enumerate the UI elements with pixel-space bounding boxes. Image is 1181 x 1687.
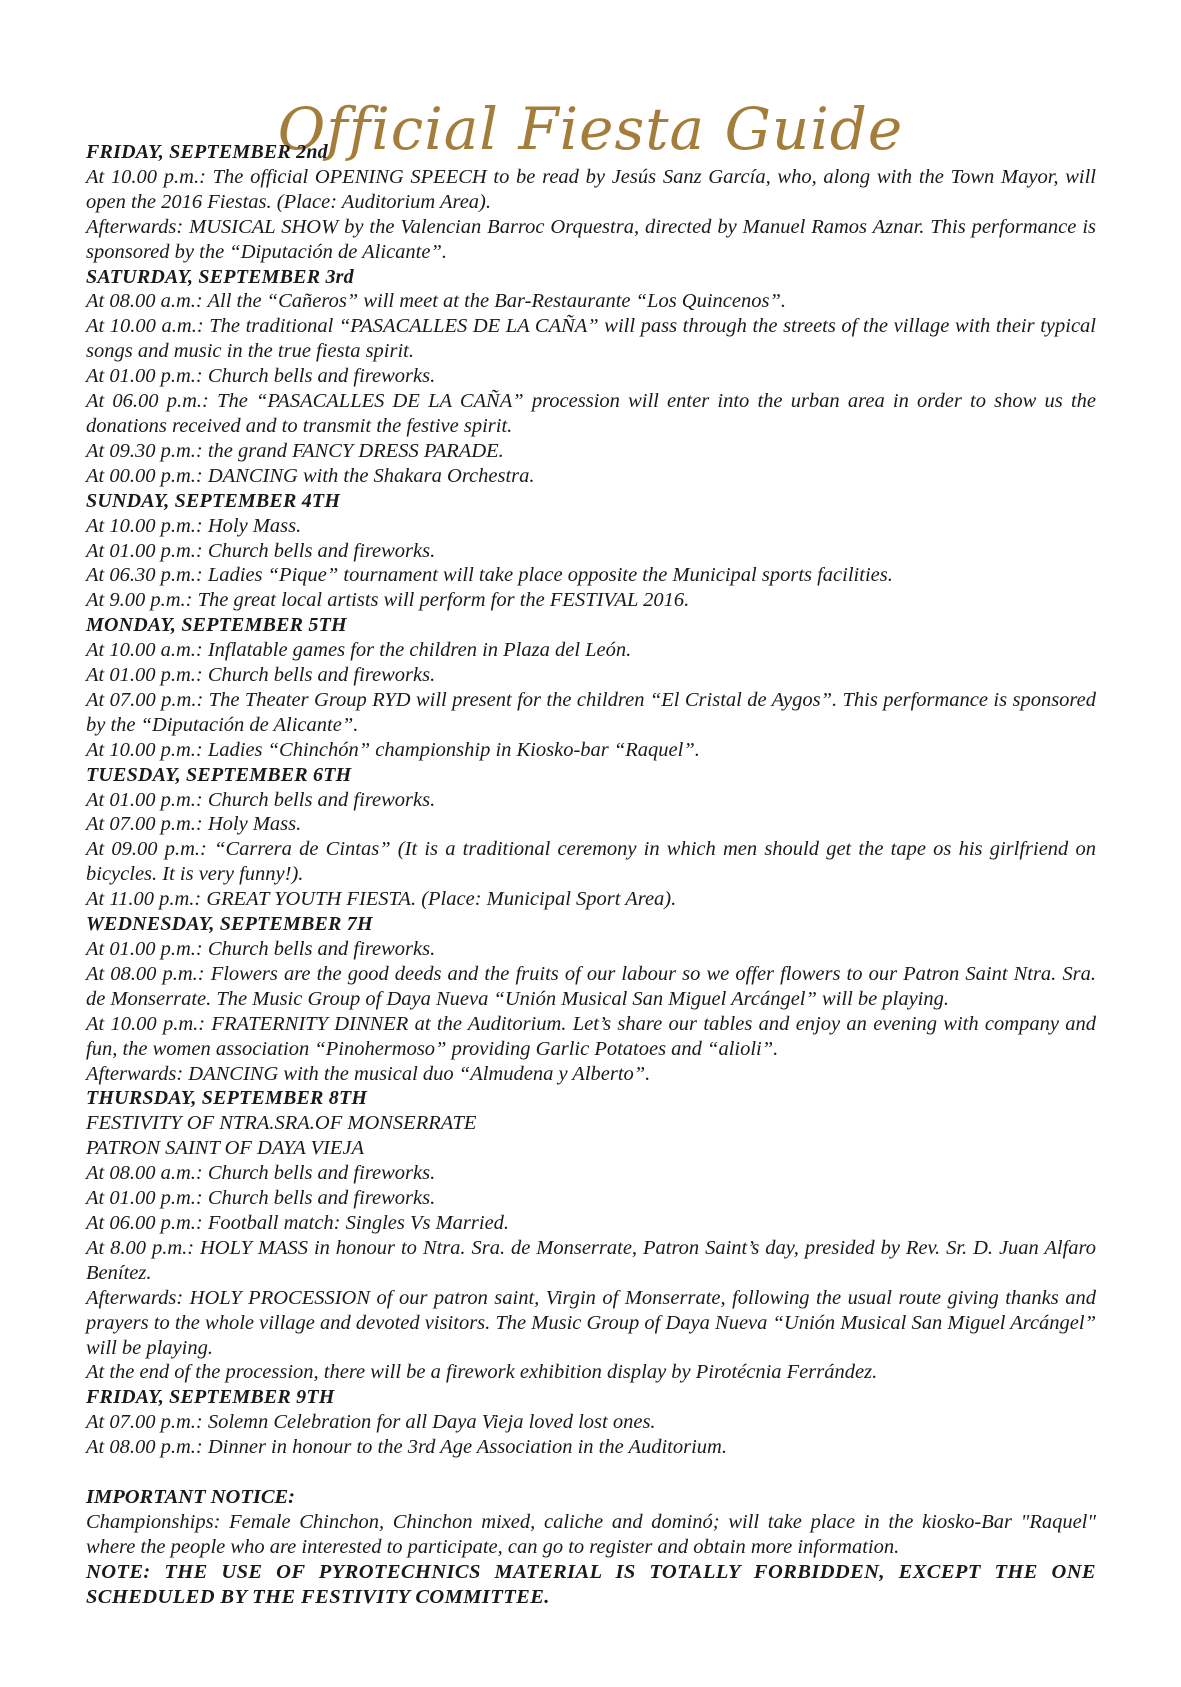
day-heading: WEDNESDAY, SEPTEMBER 7H (86, 913, 373, 936)
schedule-entry: At 11.00 p.m.: GREAT YOUTH FIESTA. (Place: Municipal Sport Area). (86, 888, 677, 911)
schedule-entry: At 10.00 a.m.: The traditional “PASACALLES DE LA CAÑA” will pass through the streets of the village with their typical songs and music in the true fiesta spirit. (86, 315, 1096, 363)
notice-heading: IMPORTANT NOTICE: (86, 1485, 296, 1508)
day-section (86, 613, 1096, 762)
schedule-entry: At 08.00 p.m.: Dinner in honour to the 3rd Age Association in the Auditorium. (86, 1436, 727, 1459)
schedule-entry: At 10.00 p.m.: The official OPENING SPEECH to be read by Jesús Sanz García, who, along with the Town Mayor, will open the 2016 Fiestas. (Place: Auditorium Area). (86, 165, 1096, 213)
page-title: Official Fiesta Guide (277, 94, 904, 163)
important-notice (86, 1485, 1096, 1610)
schedule-entry: At 07.00 p.m.: The Theater Group RYD will present for the children “El Cristal de Aygos”. This performance is sponsored by the “Diputación de Alicante”. (86, 688, 1096, 736)
schedule-entry: At 08.00 a.m.: All the “Cañeros” will meet at the Bar-Restaurante “Los Quincenos”. (86, 290, 786, 313)
schedule-entry: At 01.00 p.m.: Church bells and fireworks. (86, 788, 436, 811)
schedule-entry: At 07.00 p.m.: Holy Mass. (86, 813, 302, 836)
schedule-entry: At 01.00 p.m.: Church bells and fireworks. (86, 539, 436, 562)
day-section (86, 140, 1096, 265)
day-heading: TUESDAY, SEPTEMBER 6TH (86, 763, 352, 786)
schedule-entry: At 06.30 p.m.: Ladies “Pique” tournament will take place opposite the Municipal sports facilities. (86, 564, 893, 587)
schedule-entry: Afterwards: MUSICAL SHOW by the Valencian Barroc Orquestra, directed by Manuel Ramos Aznar. This performance is sponsored by the “Diputación de Alicante”. (86, 215, 1096, 263)
schedule-entry: At 10.00 p.m.: Holy Mass. (86, 514, 302, 537)
schedule-entry: At 06.00 p.m.: Football match: Singles Vs Married. (86, 1211, 510, 1234)
fiesta-schedule (86, 140, 1096, 1609)
schedule-entry: PATRON SAINT OF DAYA VIEJA (86, 1137, 364, 1160)
day-section (86, 763, 1096, 912)
schedule-entry: Afterwards: DANCING with the musical duo “Almudena y Alberto”. (86, 1062, 651, 1085)
schedule-entry: At 09.00 p.m.: “Carrera de Cintas” (It is a traditional ceremony in which men should get the tape os his girlfriend on bicycles. It is very funny!). (86, 838, 1096, 886)
schedule-entry: At 9.00 p.m.: The great local artists will perform for the FESTIVAL 2016. (86, 589, 690, 612)
notice-warning: NOTE: THE USE OF PYROTECHNICS MATERIAL IS TOTALLY FORBIDDEN, EXCEPT THE ONE SCHEDULED BY THE FESTIVITY COMMITTEE. (86, 1560, 1096, 1608)
schedule-entry: At 8.00 p.m.: HOLY MASS in honour to Ntra. Sra. de Monserrate, Patron Saint’s day, presided by Rev. Sr. D. Juan Alfaro Benítez. (86, 1236, 1096, 1284)
schedule-entry: At 00.00 p.m.: DANCING with the Shakara Orchestra. (86, 464, 535, 487)
day-section (86, 1385, 1096, 1460)
schedule-entry: At 10.00 p.m.: Ladies “Chinchón” championship in Kiosko-bar “Raquel”. (86, 738, 700, 761)
day-heading: SUNDAY, SEPTEMBER 4TH (86, 489, 341, 512)
day-section (86, 912, 1096, 1086)
day-list (86, 140, 1096, 1460)
schedule-entry: At 06.00 p.m.: The “PASACALLES DE LA CAÑA” procession will enter into the urban area in order to show us the donations received and to transmit the festive spirit. (86, 390, 1096, 437)
schedule-entry: At 10.00 a.m.: Inflatable games for the children in Plaza del León. (86, 639, 632, 662)
schedule-entry: At the end of the procession, there will be a firework exhibition display by Pirotécnia Ferrández. (86, 1361, 878, 1384)
day-section (86, 1086, 1096, 1385)
schedule-entry: At 01.00 p.m.: Church bells and fireworks. (86, 938, 436, 960)
day-heading: SATURDAY, SEPTEMBER 3rd (86, 265, 354, 288)
schedule-entry: FESTIVITY OF NTRA.SRA.OF MONSERRATE (86, 1112, 477, 1135)
day-heading: FRIDAY, SEPTEMBER 9TH (86, 1386, 335, 1409)
day-section (86, 265, 1096, 489)
notice-text: Championships: Female Chinchon, Chinchon mixed, caliche and dominó; will take place in the kiosko-Bar "Raquel" where the people who are interested to participate, can go to register and obtain more information. (86, 1510, 1096, 1558)
schedule-entry: At 01.00 p.m.: Church bells and fireworks. (86, 365, 436, 388)
day-heading: FRIDAY, SEPTEMBER 2nd (86, 141, 328, 163)
day-section (86, 489, 1096, 614)
schedule-entry: At 01.00 p.m.: Church bells and fireworks. (86, 1187, 436, 1210)
schedule-entry: At 08.00 p.m.: Flowers are the good deeds and the fruits of our labour so we offer flowers to our Patron Saint Ntra. Sra. de Monserrate. The Music Group of Daya Nueva “Unión Musical San Miguel Arcángel” will be playing. (86, 962, 1096, 1010)
day-heading: THURSDAY, SEPTEMBER 8TH (86, 1087, 368, 1110)
schedule-entry: Afterwards: HOLY PROCESSION of our patron saint, Virgin of Monserrate, following the usual route giving thanks and prayers to the whole village and devoted visitors. The Music Group of Daya Nueva “Unión Musical San Miguel Arcángel” will be playing. (86, 1286, 1096, 1359)
schedule-entry: At 09.30 p.m.: the grand FANCY DRESS PARADE. (86, 439, 504, 462)
schedule-entry: At 07.00 p.m.: Solemn Celebration for all Daya Vieja loved lost ones. (86, 1411, 656, 1434)
schedule-entry: At 08.00 a.m.: Church bells and fireworks. (86, 1162, 436, 1185)
day-heading: MONDAY, SEPTEMBER 5TH (86, 614, 347, 637)
schedule-entry: At 10.00 p.m.: FRATERNITY DINNER at the Auditorium. Let’s share our tables and enjoy an evening with company and fun, the women association “Pinohermoso” providing Garlic Potatoes and “alioli”. (86, 1012, 1096, 1060)
schedule-entry: At 01.00 p.m.: Church bells and fireworks. (86, 664, 436, 687)
spacer (86, 1460, 1096, 1485)
